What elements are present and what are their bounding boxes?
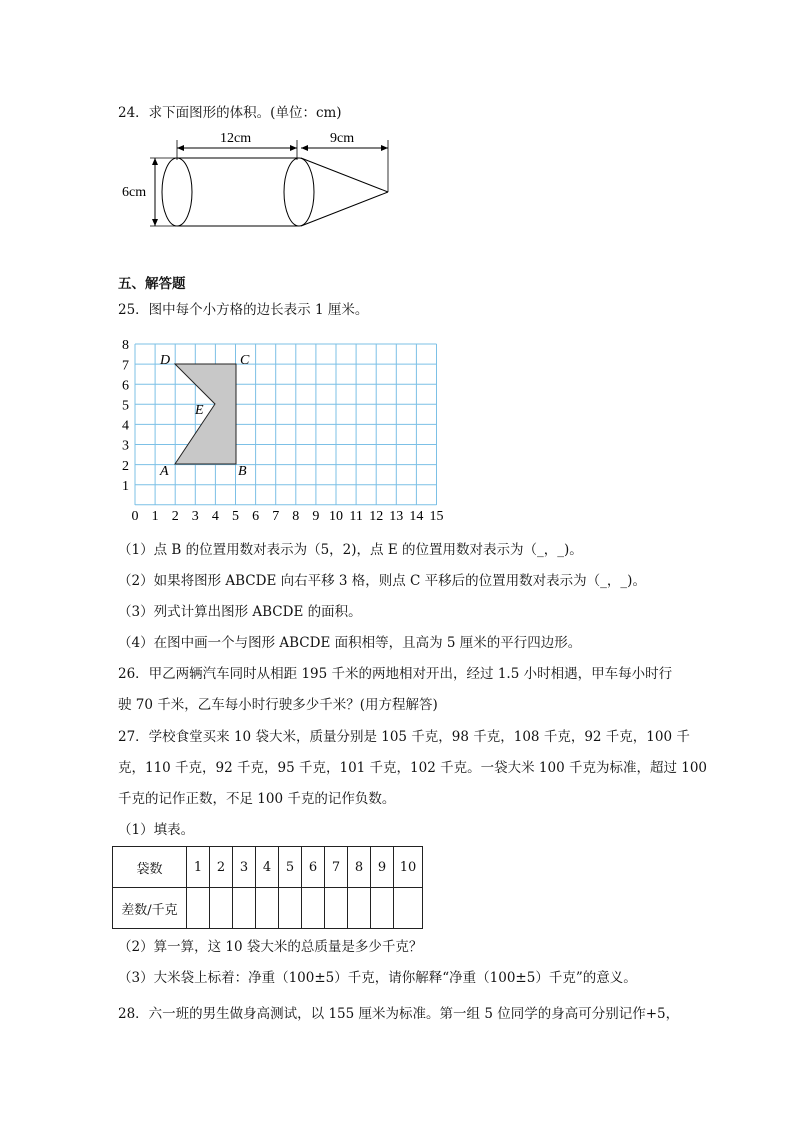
x-tick-label: 4	[211, 509, 219, 524]
x-tick-label: 14	[409, 509, 424, 524]
table-cell: 10	[394, 847, 423, 888]
shape-abcde	[175, 364, 236, 464]
table-cell: 4	[256, 847, 279, 888]
table-cell: 8	[348, 847, 371, 888]
x-tick-label: 3	[191, 509, 199, 524]
answer-cell[interactable]	[348, 888, 371, 929]
table-row-header: 差数/千克	[113, 888, 187, 929]
point-c-label: C	[240, 353, 250, 368]
x-tick-label: 10	[329, 509, 343, 524]
q24-figure	[118, 126, 408, 236]
table-cell: 1	[187, 847, 210, 888]
q27-line3: 千克的记作正数，不足 100 千克的记作负数。	[118, 791, 396, 807]
table-cell: 5	[279, 847, 302, 888]
answer-cell[interactable]	[187, 888, 210, 929]
q25-part1: （1）点 B 的位置用数对表示为（5，2)，点 E 的位置用数对表示为（_，_)。	[118, 542, 583, 558]
table-row	[113, 847, 423, 888]
x-tick-label: 1	[151, 509, 159, 524]
diameter-label: 6cm	[122, 185, 147, 200]
section-title: 五、解答题	[118, 276, 186, 292]
q27-part1: （1）填表。	[118, 822, 195, 838]
point-d-label: D	[160, 353, 171, 368]
y-tick-label: 4	[122, 418, 129, 434]
table-cell: 2	[210, 847, 233, 888]
answer-cell[interactable]	[279, 888, 302, 929]
q25-part2: （2）如果将图形 ABCDE 向右平移 3 格，则点 C 平移后的位置用数对表示为（_，_)。	[118, 573, 646, 589]
answer-cell[interactable]	[302, 888, 325, 929]
point-e-label: E	[195, 403, 204, 418]
y-tick-label: 1	[122, 478, 129, 494]
q25-part3: （3）列式计算出图形 ABCDE 的面积。	[118, 604, 362, 620]
table-cell: 9	[371, 847, 394, 888]
q27-part2: （2）算一算，这 10 袋大米的总质量是多少千克？	[118, 939, 423, 955]
answer-cell[interactable]	[325, 888, 348, 929]
answer-cell[interactable]	[256, 888, 279, 929]
table-row-header: 袋数	[113, 847, 187, 888]
y-tick-label: 5	[122, 398, 129, 414]
q24-text: 24．求下面图形的体积。(单位：cm)	[118, 105, 342, 121]
table-cell: 3	[233, 847, 256, 888]
x-tick-label: 9	[312, 509, 320, 524]
x-tick-label: 11	[349, 509, 363, 524]
y-tick-label: 6	[122, 378, 129, 394]
q26-line1: 26．甲乙两辆汽车同时从相距 195 千米的两地相对开出，经过 1.5 小时相遇，甲车每小时行	[118, 666, 673, 682]
y-tick-label: 8	[122, 338, 129, 354]
x-tick-label: 5	[232, 509, 239, 524]
y-tick-label: 7	[122, 358, 129, 374]
x-tick-label: 13	[389, 509, 404, 524]
length-label: 12cm	[220, 131, 252, 146]
x-tick-label: 6	[252, 509, 260, 524]
y-tick-label: 3	[122, 438, 129, 454]
x-tick-label: 8	[292, 509, 300, 524]
table-row	[113, 888, 423, 929]
q25-part4: （4）在图中画一个与图形 ABCDE 面积相等，且高为 5 厘米的平行四边形。	[118, 635, 582, 651]
answer-cell[interactable]	[371, 888, 394, 929]
answer-cell[interactable]	[394, 888, 423, 929]
x-tick-label: 12	[369, 509, 384, 524]
x-tick-label: 7	[272, 509, 280, 524]
q27-line1: 27．学校食堂买来 10 袋大米，质量分别是 105 千克，98 千克，108 千克，92 千克，100 千	[118, 729, 690, 745]
q27-line2: 克，110 千克，92 千克，95 千克，101 千克，102 千克。一袋大米 100 千克为标准，超过 100	[118, 760, 708, 776]
x-tick-label: 2	[171, 509, 179, 524]
q28-line1: 28．六一班的男生做身高测试，以 155 厘米为标准。第一组 5 位同学的身高可分别记作+5，	[118, 1006, 680, 1022]
q27-part3: （3）大米袋上标着：净重（100±5）千克，请你解释“净重（100±5）千克”的意义。	[118, 970, 637, 986]
q26-line2: 驶 70 千米，乙车每小时行驶多少千米？(用方程解答)	[118, 697, 438, 713]
point-a-label: A	[160, 464, 169, 479]
table-cell: 6	[302, 847, 325, 888]
fill-table	[112, 846, 423, 929]
q25-text: 25．图中每个小方格的边长表示 1 厘米。	[118, 302, 369, 318]
q25-grid	[112, 330, 462, 530]
answer-cell[interactable]	[233, 888, 256, 929]
y-tick-label: 2	[122, 458, 129, 474]
x-tick-label: 15	[429, 509, 444, 524]
point-b-label: B	[238, 464, 247, 479]
answer-cell[interactable]	[210, 888, 233, 929]
table-cell: 7	[325, 847, 348, 888]
cone-length-label: 9cm	[330, 131, 355, 146]
x-tick-label: 0	[131, 509, 139, 524]
